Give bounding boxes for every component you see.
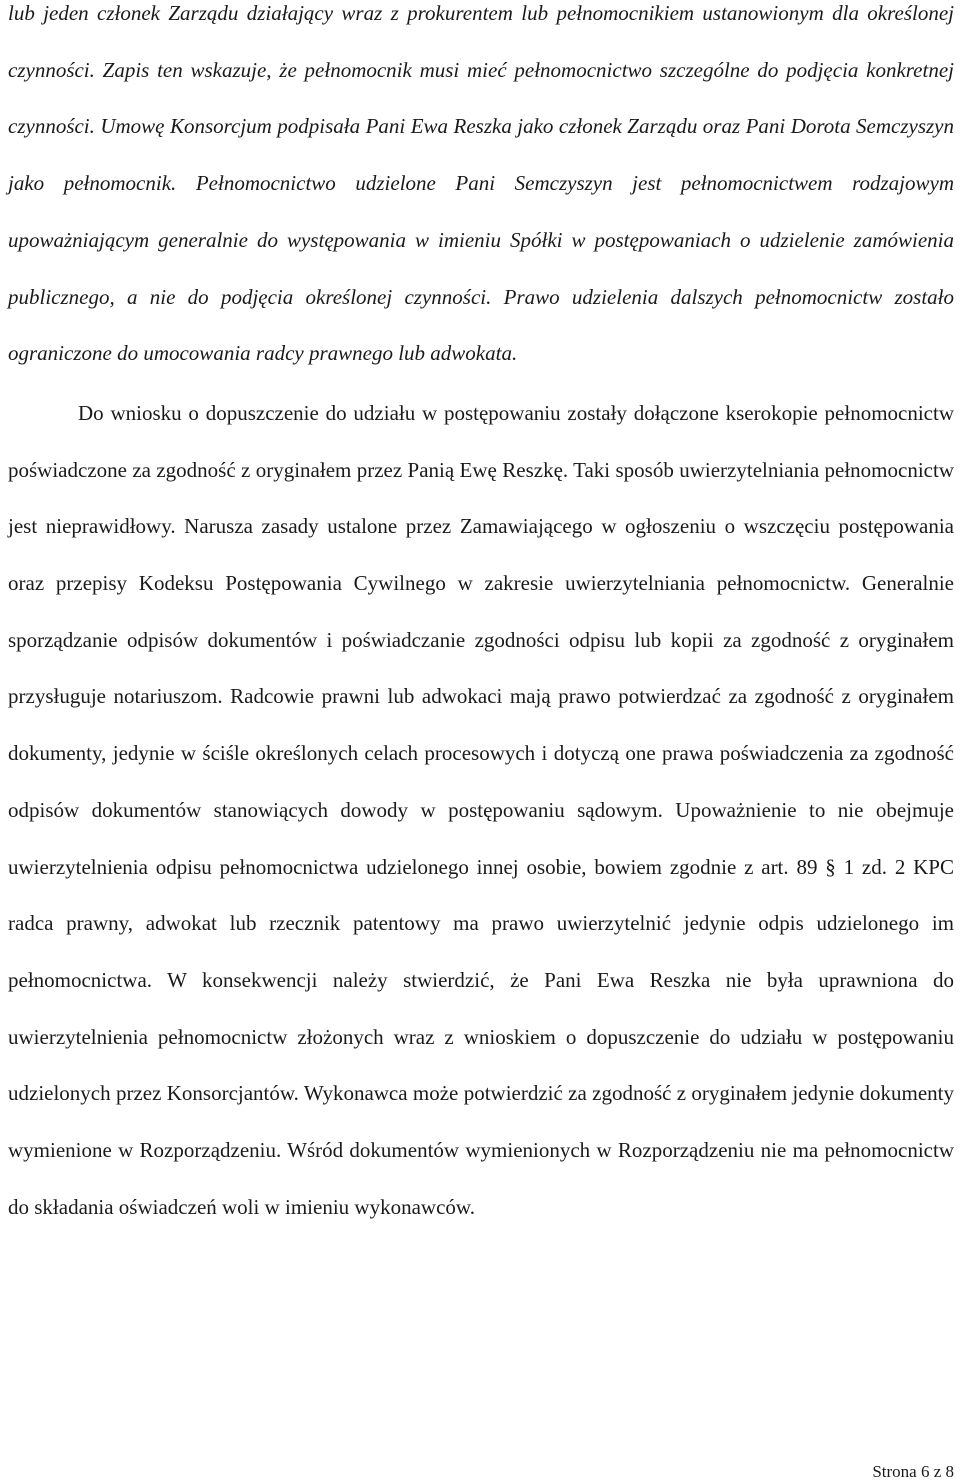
paragraph-authentication: [8, 385, 954, 1236]
paragraph-2-text-part-2: 1 zd. 2 KPC radca prawny, adwokat lub rzecznik patentowy ma prawo uwierzytelnić jedynie odpis udzielonego im pełnomocnictwa. W konsekwencji należy stwierdzić, że Pani Ewa Reszka nie była uprawniona do uwierzytelnienia pełnomocnictw złożonych wraz z wnioskiem o dopuszczenie do udziału w postępowaniu udzielonych przez Konsorcjantów. Wykonawca może potwierdzić za zgodność z oryginałem jedynie dokumenty wymienione w Rozporządzeniu. Wśród dokumentów wymienionych w Rozporządzeniu nie ma pełnomocnictw do składania oświadczeń woli w imieniu wykonawców.: [8, 854, 954, 1219]
page-number: Strona 6 z 8: [872, 1462, 954, 1481]
paragraph-1-text: lub jeden członek Zarządu działający wraz z prokurentem lub pełnomocnikiem ustanowionym dla określonej czynności. Zapis ten wskazuje, że pełnomocnik musi mieć pełnomocnictwo szczególne do podjęcia konkretnej czynności. Umowę Konsorcjum podpisała Pani Ewa Reszka jako członek Zarządu oraz Pani Dorota Semczyszyn jako pełnomocnik. Pełnomocnictwo udzielone Pani Semczyszyn jest pełnomocnictwem rodzajowym upoważniającym generalnie do występowania w imieniu Spółki w postępowaniach o udzielenie zamówienia publicznego, a nie do podjęcia określonej czynności. Prawo udzielenia dalszych pełnomocnictw zostało ograniczone do umocowania radcy prawnego lub adwokata.: [8, 1, 954, 366]
document-page: [8, 0, 954, 1235]
section-sign: §: [825, 854, 836, 879]
paragraph-2-text-part-1: Do wniosku o dopuszczenie do udziału w postępowaniu zostały dołączone kserokopie pełnomocnictw poświadczone za zgodność z oryginałem przez Panią Ewę Reszkę. Taki sposób uwierzytelniania pełnomocnictw jest nieprawidłowy. Narusza zasady ustalone przez Zamawiającego w ogłoszeniu o wszczęciu postępowania oraz przepisy Kodeksu Postępowania Cywilnego w zakresie uwierzytelniania pełnomocnictw. Generalnie sporządzanie odpisów dokumentów i poświadczanie zgodności odpisu lub kopii za zgodność z oryginałem przysługuje notariuszom. Radcowie prawni lub adwokaci mają prawo potwierdzać za zgodność z oryginałem dokumenty, jedynie w ściśle określonych celach procesowych i dotyczą one prawa poświadczenia za zgodność odpisów dokumentów stanowiących dowody w postępowaniu sądowym. Upoważnienie to nie obejmuje uwierzytelnienia odpisu pełnomocnictwa udzielonego innej osobie, bowiem zgodnie z art. 89: [8, 400, 954, 879]
paragraph-quoted-provision: [8, 0, 954, 382]
